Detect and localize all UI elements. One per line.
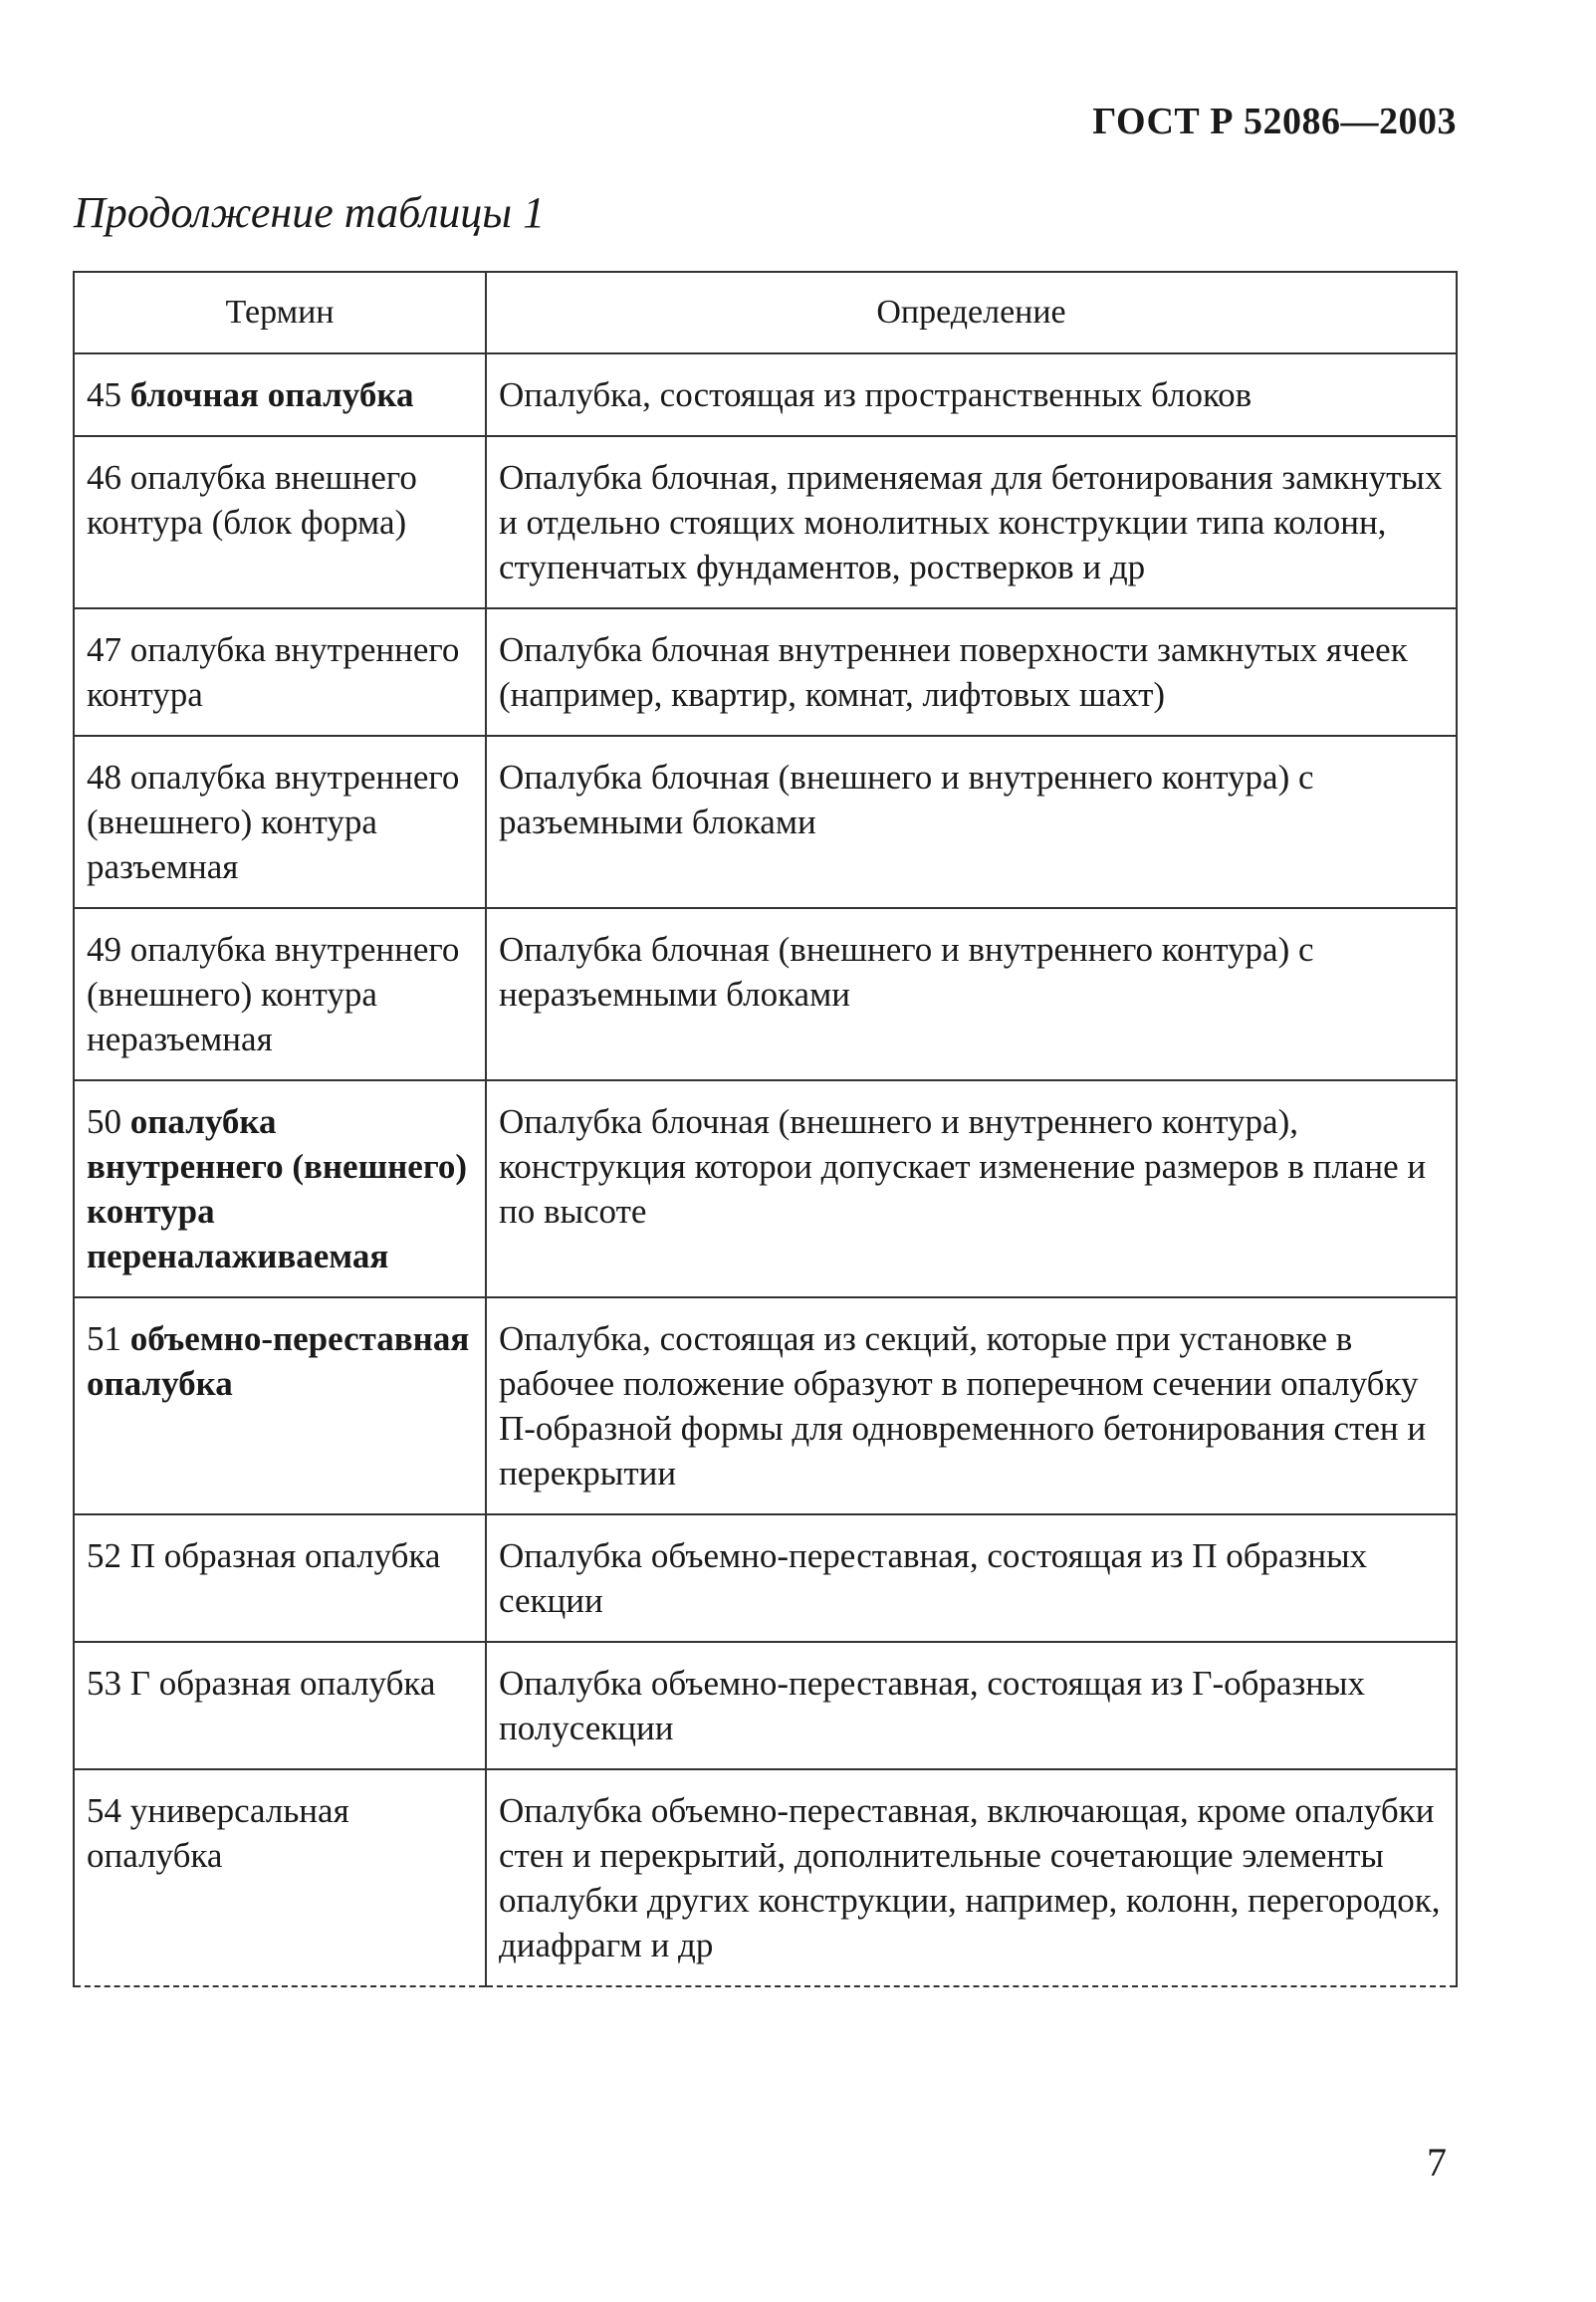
term-name: опалубка внутреннего (внешнего) контура неразъемная <box>87 930 460 1058</box>
table-row <box>74 1769 1457 1986</box>
term-cell <box>74 1080 486 1297</box>
document-code: ГОСТ Р 52086—2003 <box>1092 101 1457 142</box>
term-number: 47 <box>87 630 121 669</box>
term-number: 45 <box>87 375 121 414</box>
term-name: опалубка внутреннего контура <box>87 630 460 714</box>
table-row <box>74 436 1457 608</box>
term-cell <box>74 1514 486 1642</box>
term-name: опалубка внешнего контура (блок форма) <box>87 458 417 542</box>
table-row <box>74 1080 1457 1297</box>
term-cell <box>74 353 486 436</box>
table-row <box>74 908 1457 1080</box>
terms-table <box>73 271 1458 1987</box>
column-header-definition: Определение <box>486 272 1457 353</box>
term-number: 50 <box>87 1102 121 1141</box>
table-row <box>74 353 1457 436</box>
term-name: универсальная опалубка <box>87 1791 349 1875</box>
definition-cell: Опалубка блочная (внешнего и внутреннего контура), конструкция которои допускает изменение размеров в плане и по высоте <box>486 1080 1457 1297</box>
definition-cell: Опалубка объемно-переставная, состоящая из П образных секции <box>486 1514 1457 1642</box>
term-number: 53 <box>87 1664 121 1703</box>
table-row <box>74 608 1457 736</box>
term-number: 49 <box>87 930 121 969</box>
term-number: 48 <box>87 758 121 797</box>
term-name: опалубка внутреннего (внешнего) контура разъемная <box>87 758 460 886</box>
term-name: объемно-переставная опалубка <box>87 1319 470 1403</box>
table-row <box>74 736 1457 908</box>
definition-cell: Опалубка блочная (внешнего и внутреннего контура) с разъемными блоками <box>486 736 1457 908</box>
term-cell <box>74 1297 486 1514</box>
definition-cell: Опалубка блочная внутреннеи поверхности замкнутых ячеек (например, квартир, комнат, лифтовых шахт) <box>486 608 1457 736</box>
term-name: Г образная опалубка <box>129 1664 436 1703</box>
table-row <box>74 1642 1457 1769</box>
table-caption: Продолжение таблицы 1 <box>74 188 546 237</box>
table-row <box>74 1514 1457 1642</box>
definition-cell: Опалубка объемно-переставная, состоящая из Г-образных полусекции <box>486 1642 1457 1769</box>
term-cell <box>74 736 486 908</box>
term-number: 52 <box>87 1536 121 1575</box>
definition-cell: Опалубка объемно-переставная, включающая, кроме опалубки стен и перекрытий, дополнительные сочетающие элементы опалубки других конструкции, например, колонн, перегородок, диафрагм и др <box>486 1769 1457 1986</box>
term-cell <box>74 908 486 1080</box>
definition-cell: Опалубка блочная (внешнего и внутреннего контура) с неразъемными блоками <box>486 908 1457 1080</box>
term-name: опалубка внутреннего (внешнего) контура переналаживаемая <box>87 1102 468 1275</box>
term-cell <box>74 608 486 736</box>
term-cell <box>74 1642 486 1769</box>
page-number: 7 <box>1427 2140 1447 2185</box>
term-name: блочная опалубка <box>129 375 414 414</box>
table-row <box>74 1297 1457 1514</box>
term-cell <box>74 1769 486 1986</box>
definition-cell: Опалубка, состоящая из пространственных блоков <box>486 353 1457 436</box>
definition-cell: Опалубка, состоящая из секций, которые при установке в рабочее положение образуют в поперечном сечении опалубку П-образной формы для одновременного бетонирования стен и перекрытии <box>486 1297 1457 1514</box>
term-number: 46 <box>87 458 121 497</box>
column-header-term: Термин <box>74 272 486 353</box>
table-header-row <box>74 272 1457 353</box>
term-name: П образная опалубка <box>129 1536 441 1575</box>
term-cell <box>74 436 486 608</box>
term-number: 54 <box>87 1791 121 1830</box>
definition-cell: Опалубка блочная, применяемая для бетонирования замкнутых и отдельно стоящих монолитных конструкции типа колонн, ступенчатых фундаментов, ростверков и др <box>486 436 1457 608</box>
term-number: 51 <box>87 1319 121 1358</box>
